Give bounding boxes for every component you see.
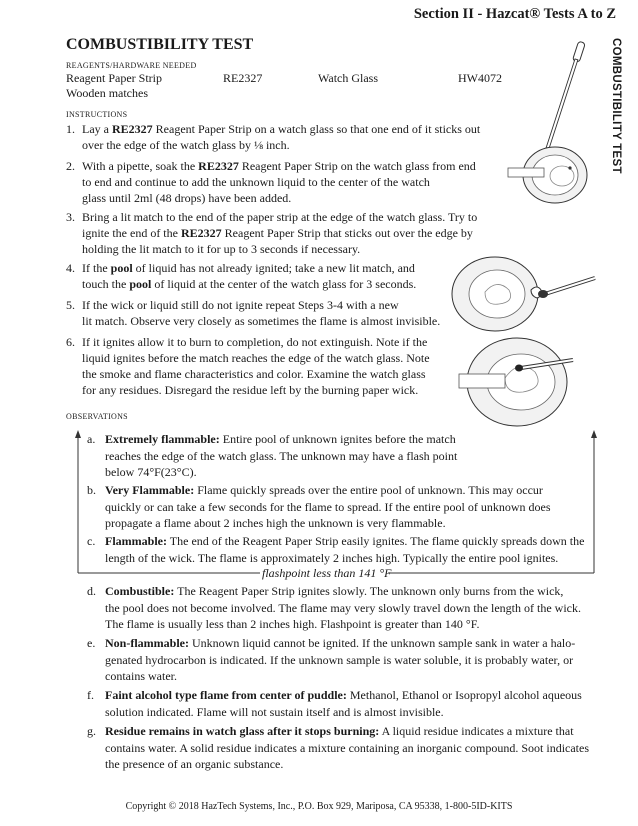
observation-title: Non-flammable: [105, 636, 189, 650]
observation-title: Extremely flammable: [105, 432, 220, 446]
section-header: Section II - Hazcat® Tests A to Z [413, 6, 616, 22]
reagent-name: Wooden matches [66, 86, 149, 100]
pipette-watch-glass-illustration [500, 40, 610, 210]
copyright-footer: Copyright © 2018 HazTech Systems, Inc., P.O. Box 929, Mariposa, CA 95338, 1-800-5ID-KITS [125, 801, 513, 812]
step-line: over the edge of the watch glass by ⅛ inch. [82, 138, 290, 152]
reagent-name: Reagent Paper Strip [66, 71, 162, 85]
step-line: to end and continue to add the unknown liquid to the center of the watch [82, 175, 430, 189]
observation-letter: g. [87, 724, 96, 738]
observations-heading: OBSERVATIONS [66, 412, 128, 421]
observation-line: length of the wick. The flame is approximately 2 inches high. Typically the entire pool ignites. [105, 550, 559, 565]
step-number: 1. [66, 122, 75, 136]
observation-letter: e. [87, 636, 96, 650]
step-line: If it ignites allow it to burn to completion, do not extinguish. Note if the [82, 335, 428, 349]
step-line: holding the lit match to it for up to 3 seconds if necessary. [82, 242, 361, 256]
step-number: 2. [66, 159, 75, 173]
side-tab: COMBUSTIBILITY TEST [610, 38, 622, 174]
observation-line: Methanol, Ethanol or Isopropyl alcohol aqueous [349, 688, 582, 702]
observation-line: contains water. [105, 669, 177, 683]
step-line: Bring a lit match to the end of the paper strip at the edge of the watch glass. Try to [82, 210, 478, 224]
observation-line: the pool does not become involved. The flame may very slowly travel down the length of the wick. [105, 600, 581, 615]
observation-line: genated hydrocarbon is indicated. If the unknown sample is water soluble, it is probably water, or [105, 652, 574, 667]
match-pool-illustration [445, 252, 605, 337]
observation-line: solution indicated. Flame will not sustain itself and is almost invisible. [105, 704, 444, 719]
reagent-name: Watch Glass [318, 71, 379, 85]
observation-title: Combustible: [105, 584, 175, 598]
observation-title: Residue remains in watch glass after it stops burning: [105, 724, 380, 738]
observation-line: The Reagent Paper Strip ignites slowly. The unknown only burns from the wick, [177, 584, 564, 598]
step-line: touch the pool of liquid at the center of the watch glass for 3 seconds. [82, 277, 417, 291]
step-line: If the wick or liquid still do not ignite repeat Steps 3-4 with a new [82, 298, 399, 312]
observation-line: propagate a flame about 2 inches high the unknown is very flammable. [105, 516, 446, 530]
burning-watch-glass-illustration [455, 332, 605, 432]
observation-line: The end of the Reagent Paper Strip easily ignites. The flame quickly spreads down the [169, 534, 585, 548]
observation-letter: a. [87, 432, 96, 446]
page-title: COMBUSTIBILITY TEST [66, 36, 254, 53]
reagent-code: HW4072 [458, 71, 502, 85]
step-line: liquid ignites before the match reaches the edge of the watch glass. Note [82, 351, 430, 365]
reagent-code: RE2327 [223, 71, 263, 85]
observation-line: below 74°F(23°C). [105, 465, 197, 479]
observation-letter: d. [87, 584, 96, 598]
observation-line: The flame is usually less than 2 inches high. Flashpoint is greater than 140 °F. [105, 617, 480, 631]
observation-line: quickly or can take a few seconds for the flame to spread. If the entire pool of unknown does [105, 499, 551, 514]
observation-letter: c. [87, 534, 96, 548]
observation-line: Unknown liquid cannot be ignited. If the unknown sample sank in water a halo- [192, 636, 576, 650]
step-line: lit match. Observe very closely as sometimes the flame is almost invisible. [82, 314, 441, 328]
instructions-heading: INSTRUCTIONS [66, 110, 128, 119]
step-line: ignite the end of the RE2327 Reagent Paper Strip that sticks out over the edge by [82, 226, 473, 240]
step-number: 4. [66, 261, 75, 275]
observation-title: Very Flammable: [105, 483, 195, 497]
observation-letter: b. [87, 483, 96, 497]
observation-title: Faint alcohol type flame from center of puddle: [105, 688, 347, 702]
step-number: 3. [66, 210, 75, 224]
reagents-heading: REAGENTS/HARDWARE NEEDED [66, 61, 197, 70]
observation-letter: f. [87, 688, 94, 702]
step-line: the smoke and flame characteristics and color. Examine the watch glass [82, 367, 426, 381]
step-line: If the pool of liquid has not already ignited; take a new lit match, and [82, 261, 415, 275]
observation-line: reaches the edge of the watch glass. The unknown may have a flash point [105, 448, 458, 463]
step-number: 6. [66, 335, 75, 349]
observation-line: contains water. A solid residue indicates a mixture containing an inorganic compound. Soot indicates [105, 740, 590, 755]
observation-line: A liquid residue indicates a mixture that [381, 724, 574, 738]
step-line: glass until 2ml (48 drops) have been added. [82, 191, 292, 205]
step-line: With a pipette, soak the RE2327 Reagent Paper Strip on the watch glass from end [82, 159, 476, 173]
observation-line: Flame quickly spreads over the entire pool of unknown. This may occur [197, 483, 543, 497]
observation-line: Entire pool of unknown ignites before the match [222, 432, 456, 446]
flashpoint-label: flashpoint less than 141 °F [262, 566, 392, 580]
step-line: for any residues. Disregard the residue left by the burning paper wick. [82, 383, 419, 397]
observation-title: Flammable: [105, 534, 167, 548]
step-line: Lay a RE2327 Reagent Paper Strip on a watch glass so that one end of it sticks out [82, 122, 481, 136]
step-number: 5. [66, 298, 75, 312]
observation-line: the presence of an organic substance. [105, 757, 284, 771]
